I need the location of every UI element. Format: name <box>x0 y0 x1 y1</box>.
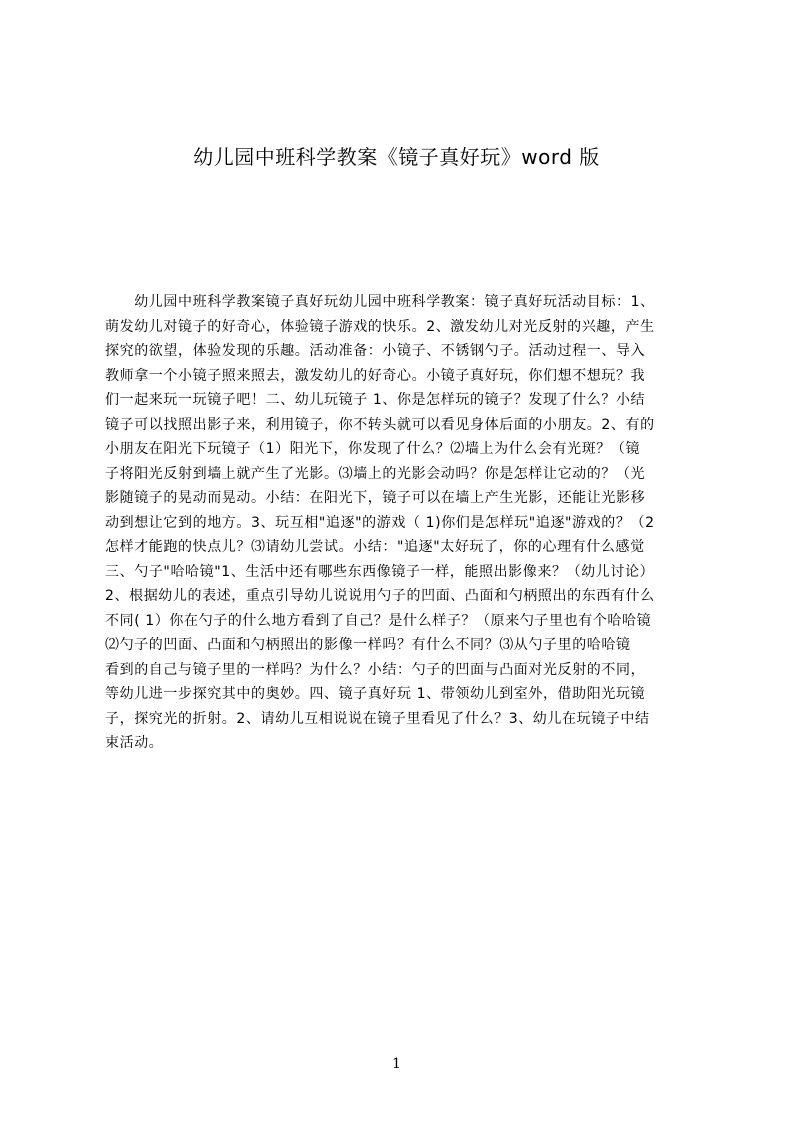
body-line: ⑵勺子的凹面、凸面和勺柄照出的影像一样吗？有什么不同？⑶从勺子里的哈哈镜 <box>105 637 631 653</box>
page-number: 1 <box>392 1056 401 1072</box>
body-line: 三、勺子"哈哈镜"1、生活中还有哪些东西像镜子一样，能照出影像来？（幼儿讨论） <box>105 563 655 580</box>
body-line: 2、根据幼儿的表述，重点引导幼儿说说用勺子的凹面、凸面和勺柄照出的东西有什么 <box>105 588 655 604</box>
body-line: 萌发幼儿对镜子的好奇心，体验镜子游戏的快乐。2、激发幼儿对光反射的兴趣，产生 <box>105 318 655 335</box>
document-body <box>105 290 698 756</box>
body-line: 幼儿园中班科学教案镜子真好玩幼儿园中班科学教案：镜子真好玩活动目标：1、 <box>105 294 655 310</box>
body-line: 子，探究光的折射。2、请幼儿互相说说在镜子里看见了什么？3、幼儿在玩镜子中结 <box>105 710 650 727</box>
body-line: 动到想让它到的地方。3、玩互相"追逐"的游戏（ 1)你们是怎样玩"追逐"游戏的？（2 <box>105 514 655 531</box>
body-line: 不同( 1）你在勺子的什么地方看到了自己？是什么样子？（原来勺子里也有个哈哈镜 <box>105 612 652 629</box>
document-title: 幼儿园中班科学教案《镜子真好玩》word 版 <box>193 145 600 169</box>
body-line: 小朋友在阳光下玩镜子（1）阳光下，你发现了什么？⑵墙上为什么会有光斑？（镜 <box>105 441 641 457</box>
body-line: 子将阳光反射到墙上就产生了光影。⑶墙上的光影会动吗？你是怎样让它动的？（光 <box>105 465 646 482</box>
body-line: 探究的欲望，体验发现的乐趣。活动准备：小镜子、不锈钢勺子。活动过程一、导入 <box>105 343 646 359</box>
body-line: 怎样才能跑的快点儿？⑶请幼儿尝试。小结："追逐"太好玩了，你的心理有什么感觉 <box>105 539 645 555</box>
body-line: 们一起来玩一玩镜子吧！二、幼儿玩镜子 1、你是怎样玩的镜子？发现了什么？小结 <box>105 392 646 408</box>
body-line: 影随镜子的晃动而晃动。小结：在阳光下，镜子可以在墙上产生光影，还能让光影移 <box>105 490 646 506</box>
body-line: 看到的自己与镜子里的一样吗？为什么？小结：勺子的凹面与凸面对光反射的不同， <box>105 661 646 678</box>
body-line: 教师拿一个小镜子照来照去，激发幼儿的好奇心。小镜子真好玩，你们想不想玩？我 <box>105 367 646 384</box>
body-line: 镜子可以找照出影子来，利用镜子，你不转头就可以看见身体后面的小朋友。2、有的 <box>105 416 655 433</box>
body-line: 束活动。 <box>105 735 164 751</box>
body-line: 等幼儿进一步探究其中的奥妙。四、镜子真好玩 1、带领幼儿到室外，借助阳光玩镜 <box>105 686 646 702</box>
